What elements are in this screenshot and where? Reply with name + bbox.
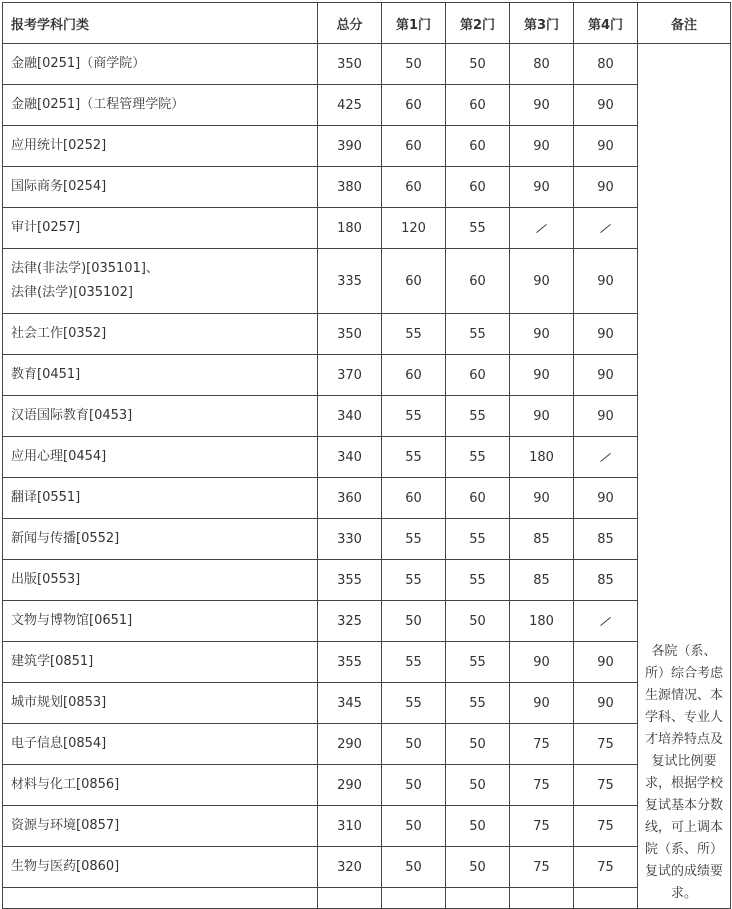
not-applicable-cell xyxy=(510,208,574,249)
category-text: 文物与博物馆[0651] xyxy=(11,613,133,628)
header-total: 总分 xyxy=(318,3,382,44)
total-score-cell: 390 xyxy=(318,126,382,167)
subject-score-cell: 50 xyxy=(446,601,510,642)
subject-score-cell: 75 xyxy=(574,765,638,806)
subject-score-cell: 55 xyxy=(382,437,446,478)
table-row xyxy=(3,126,731,167)
subject-score-cell: 60 xyxy=(446,355,510,396)
header-subject-3: 第3门 xyxy=(510,3,574,44)
subject-score-cell: 50 xyxy=(446,724,510,765)
category-cell xyxy=(3,765,318,806)
subject-score-cell: 90 xyxy=(574,683,638,724)
category-cell xyxy=(3,314,318,355)
subject-score-cell: 50 xyxy=(446,806,510,847)
header-subject-1: 第1门 xyxy=(382,3,446,44)
slash-mark xyxy=(600,616,611,625)
total-score-cell: 355 xyxy=(318,560,382,601)
table-row xyxy=(3,167,731,208)
table-row xyxy=(3,355,731,396)
category-cell xyxy=(3,437,318,478)
subject-score-cell: 50 xyxy=(382,724,446,765)
subject-score-cell: 60 xyxy=(446,85,510,126)
table-row xyxy=(3,437,731,478)
subject-score-cell: 90 xyxy=(510,167,574,208)
category-cell xyxy=(3,642,318,683)
subject-score-cell: 120 xyxy=(382,208,446,249)
category-text: 审计[0257] xyxy=(11,220,81,235)
subject-score-cell: 90 xyxy=(574,478,638,519)
subject-score-cell: 50 xyxy=(382,806,446,847)
total-score-cell: 350 xyxy=(318,314,382,355)
subject-score-cell: 55 xyxy=(446,396,510,437)
subject-score-cell: 90 xyxy=(510,683,574,724)
table-row xyxy=(3,765,731,806)
subject-score-cell: 50 xyxy=(382,601,446,642)
slash-mark xyxy=(536,223,547,232)
category-cell xyxy=(3,724,318,765)
subject-score-cell: 55 xyxy=(382,519,446,560)
category-text: 新闻与传播[0552] xyxy=(11,531,120,546)
subject-score-cell: 90 xyxy=(574,126,638,167)
slash-mark xyxy=(600,452,611,461)
table-row xyxy=(3,396,731,437)
remarks-cell: 各院（系、所）综合考虑生源情况、本学科、专业人才培养特点及复试比例要求，根据学校复试基本分数线，可上调本院（系、所）复试的成绩要求。 xyxy=(638,44,731,909)
subject-score-cell: 90 xyxy=(574,249,638,314)
subject-score-cell: 90 xyxy=(510,478,574,519)
header-row xyxy=(3,3,731,44)
subject-score-cell: 55 xyxy=(446,314,510,355)
subject-score-cell: 90 xyxy=(574,642,638,683)
subject-score-cell: 85 xyxy=(574,519,638,560)
subject-score-cell: 90 xyxy=(574,167,638,208)
subject-score-cell: 90 xyxy=(510,642,574,683)
category-text: 金融[0251]（商学院） xyxy=(11,56,146,71)
table-row xyxy=(3,601,731,642)
category-text-line2: 法律(法学)[035102] xyxy=(11,285,133,300)
category-cell xyxy=(3,249,318,314)
category-text: 资源与环境[0857] xyxy=(11,818,120,833)
subject-score-cell: 90 xyxy=(574,355,638,396)
subject-score-cell: 60 xyxy=(382,126,446,167)
subject-score-cell: 55 xyxy=(446,519,510,560)
category-cell xyxy=(3,683,318,724)
table-row xyxy=(3,519,731,560)
subject-score-cell: 90 xyxy=(574,314,638,355)
category-cell xyxy=(3,806,318,847)
category-cell xyxy=(3,519,318,560)
subject-score-cell: 50 xyxy=(382,847,446,888)
subject-score-cell: 55 xyxy=(382,683,446,724)
total-score-cell: 345 xyxy=(318,683,382,724)
subject-score-cell: 90 xyxy=(574,85,638,126)
subject-score-cell: 80 xyxy=(574,44,638,85)
category-text: 出版[0553] xyxy=(11,572,81,587)
subject-score-cell: 75 xyxy=(574,847,638,888)
table-row xyxy=(3,847,731,888)
table-row xyxy=(3,724,731,765)
subject-score-cell: 60 xyxy=(382,478,446,519)
not-applicable-cell xyxy=(574,208,638,249)
subject-score-cell: 90 xyxy=(574,396,638,437)
category-cell xyxy=(3,355,318,396)
subject-score-cell: 60 xyxy=(446,167,510,208)
total-score-cell: 355 xyxy=(318,642,382,683)
subject-score-cell: 90 xyxy=(510,85,574,126)
total-score-cell: 330 xyxy=(318,519,382,560)
subject-score-cell: 90 xyxy=(510,126,574,167)
category-cell xyxy=(3,847,318,888)
subject-score-cell: 75 xyxy=(510,724,574,765)
total-score-cell: 325 xyxy=(318,601,382,642)
subject-score-cell: 90 xyxy=(510,249,574,314)
slash-mark xyxy=(600,223,611,232)
category-text: 教育[0451] xyxy=(11,367,81,382)
category-text: 社会工作[0352] xyxy=(11,326,107,341)
subject-score-cell: 55 xyxy=(382,642,446,683)
subject-score-cell: 180 xyxy=(510,437,574,478)
table-row xyxy=(3,44,731,85)
subject-score-cell: 75 xyxy=(574,806,638,847)
subject-score-cell: 50 xyxy=(446,44,510,85)
table-row xyxy=(3,208,731,249)
total-score-cell: 180 xyxy=(318,208,382,249)
score-table xyxy=(2,2,731,909)
subject-score-cell: 75 xyxy=(510,765,574,806)
category-cell xyxy=(3,560,318,601)
total-score-cell: 290 xyxy=(318,765,382,806)
subject-score-cell: 75 xyxy=(574,724,638,765)
category-cell xyxy=(3,478,318,519)
category-text: 国际商务[0254] xyxy=(11,179,107,194)
subject-score-cell: 55 xyxy=(446,560,510,601)
total-score-cell: 360 xyxy=(318,478,382,519)
total-score-cell: 310 xyxy=(318,806,382,847)
category-text: 电子信息[0854] xyxy=(11,736,107,751)
subject-score-cell: 60 xyxy=(382,85,446,126)
category-cell xyxy=(3,44,318,85)
category-text: 建筑学[0851] xyxy=(11,654,94,669)
table-row xyxy=(3,642,731,683)
subject-score-cell: 55 xyxy=(446,208,510,249)
total-score-cell: 350 xyxy=(318,44,382,85)
subject-score-cell: 60 xyxy=(382,167,446,208)
category-cell xyxy=(3,167,318,208)
total-score-cell: 380 xyxy=(318,167,382,208)
total-score-cell: 340 xyxy=(318,437,382,478)
table-row xyxy=(3,314,731,355)
subject-score-cell: 55 xyxy=(382,560,446,601)
subject-score-cell: 50 xyxy=(382,765,446,806)
table-row xyxy=(3,478,731,519)
subject-score-cell: 55 xyxy=(446,642,510,683)
subject-score-cell: 50 xyxy=(382,44,446,85)
category-text: 翻译[0551] xyxy=(11,490,81,505)
category-cell xyxy=(3,126,318,167)
category-text: 汉语国际教育[0453] xyxy=(11,408,133,423)
subject-score-cell: 50 xyxy=(446,847,510,888)
not-applicable-cell xyxy=(574,601,638,642)
total-score-cell: 340 xyxy=(318,396,382,437)
total-score-cell: 335 xyxy=(318,249,382,314)
subject-score-cell: 60 xyxy=(446,249,510,314)
subject-score-cell: 90 xyxy=(510,314,574,355)
subject-score-cell: 75 xyxy=(510,806,574,847)
header-subject-4: 第4门 xyxy=(574,3,638,44)
subject-score-cell: 75 xyxy=(510,847,574,888)
subject-score-cell: 50 xyxy=(446,765,510,806)
subject-score-cell: 60 xyxy=(382,355,446,396)
category-cell xyxy=(3,85,318,126)
category-text: 法律(非法学)[035101]、 xyxy=(11,261,159,276)
total-score-cell: 425 xyxy=(318,85,382,126)
category-cell xyxy=(3,601,318,642)
category-cell xyxy=(3,396,318,437)
category-text: 应用统计[0252] xyxy=(11,138,107,153)
not-applicable-cell xyxy=(574,437,638,478)
subject-score-cell: 85 xyxy=(510,519,574,560)
subject-score-cell: 85 xyxy=(574,560,638,601)
subject-score-cell: 90 xyxy=(510,396,574,437)
subject-score-cell: 60 xyxy=(382,249,446,314)
table-row xyxy=(3,683,731,724)
subject-score-cell: 55 xyxy=(382,396,446,437)
header-subject-2: 第2门 xyxy=(446,3,510,44)
total-score-cell: 290 xyxy=(318,724,382,765)
header-category: 报考学科门类 xyxy=(3,3,318,44)
category-text: 材料与化工[0856] xyxy=(11,777,120,792)
subject-score-cell: 90 xyxy=(510,355,574,396)
table-row xyxy=(3,560,731,601)
subject-score-cell: 85 xyxy=(510,560,574,601)
subject-score-cell: 180 xyxy=(510,601,574,642)
category-text: 应用心理[0454] xyxy=(11,449,107,464)
category-text: 生物与医药[0860] xyxy=(11,859,120,874)
table-row xyxy=(3,806,731,847)
subject-score-cell: 60 xyxy=(446,126,510,167)
subject-score-cell: 60 xyxy=(446,478,510,519)
table-row xyxy=(3,85,731,126)
subject-score-cell: 55 xyxy=(446,437,510,478)
category-text: 城市规划[0853] xyxy=(11,695,107,710)
total-score-cell: 320 xyxy=(318,847,382,888)
total-score-cell: 370 xyxy=(318,355,382,396)
table-row xyxy=(3,249,731,314)
subject-score-cell: 55 xyxy=(382,314,446,355)
subject-score-cell: 55 xyxy=(446,683,510,724)
header-note: 备注 xyxy=(638,3,731,44)
category-text: 金融[0251]（工程管理学院） xyxy=(11,97,185,112)
category-cell xyxy=(3,208,318,249)
subject-score-cell: 80 xyxy=(510,44,574,85)
